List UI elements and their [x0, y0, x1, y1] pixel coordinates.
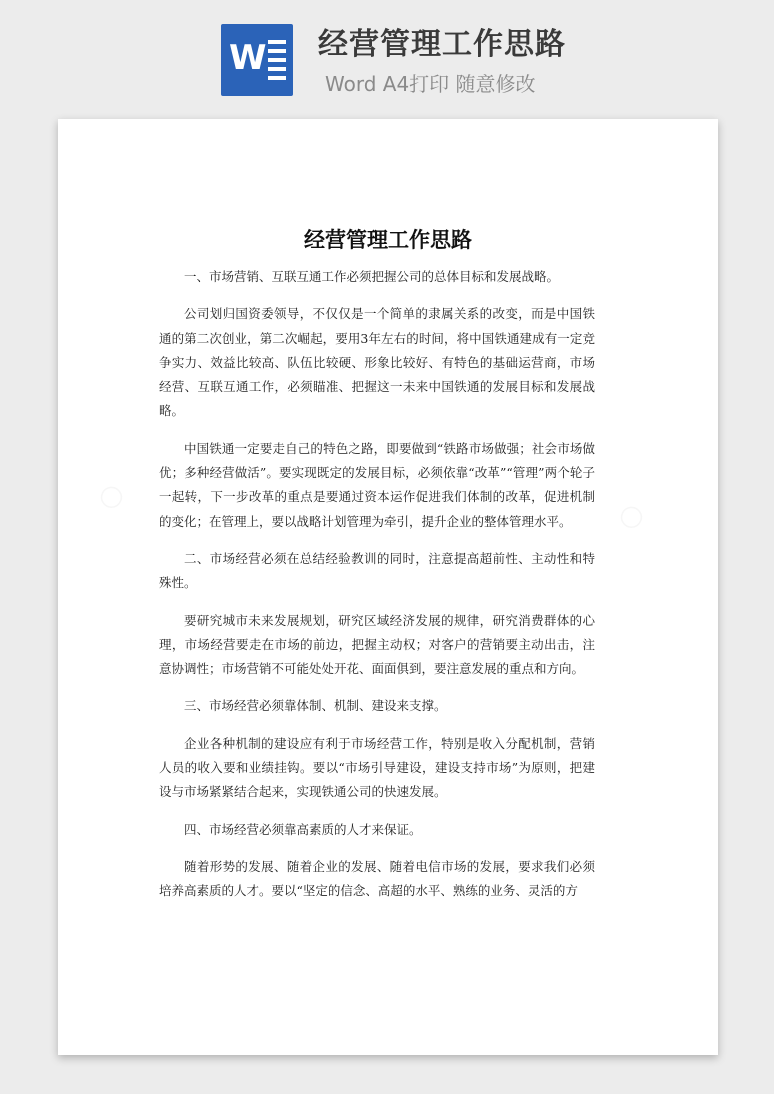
- paragraph: 要研究城市未来发展规划，研究区域经济发展的规律，研究消费群体的心理，市场经营要走在市场的前边，把握主动权；对客户的营销要主动出击，注意协调性；市场营销不可能处处开花、面面俱到，要注意发展的重点和方向。: [159, 612, 595, 677]
- paragraph: 一、市场营销、互联互通工作必须把握公司的总体目标和发展战略。: [184, 269, 560, 284]
- paragraph: 随着形势的发展、随着企业的发展、随着电信市场的发展，要求我们必须培养高素质的人才。要以“坚定的信念、高超的水平、熟练的业务、灵活的方: [159, 858, 595, 899]
- watermark: [611, 495, 650, 536]
- word-icon: [221, 24, 293, 96]
- word-logo-letter: W: [229, 38, 267, 78]
- watermark: [91, 475, 130, 516]
- document-page: [58, 119, 718, 1055]
- paragraph: 中国铁通一定要走自己的特色之路，即要做到“铁路市场做强；社会市场做优；多种经营做活”。要实现既定的发展目标，必须依靠“改革”“管理”两个轮子一起转，下一步改革的重点是要通过资本运作促进我们体制的改革，促进机制的变化；在管理上，要以战略计划管理为牵引，提升企业的整体管理水平。: [159, 440, 595, 529]
- document-body: [159, 265, 595, 917]
- banner-title: 经营管理工作思路: [318, 27, 566, 62]
- header-banner: [0, 0, 774, 118]
- paragraph: 企业各种机制的建设应有利于市场经营工作，特别是收入分配机制，营销人员的收入要和业绩挂钩。要以“市场引导建设，建设支持市场”为原则，把建设与市场紧紧结合起来，实现铁通公司的快速发展。: [159, 735, 595, 800]
- banner-subtitle: Word A4打印 随意修改: [325, 72, 536, 96]
- paragraph: 公司划归国资委领导，不仅仅是一个简单的隶属关系的改变，而是中国铁通的第二次创业，第二次崛起，要用3年左右的时间，将中国铁通建成有一定竞争实力、效益比较高、队伍比较硬、形象比较好、有特色的基础运营商，市场经营、互联互通工作，必须瞄准、把握这一未来中国铁通的发展目标和发展战略。: [159, 306, 595, 419]
- paragraph: 二、市场经营必须在总结经验教训的同时，注意提高超前性、主动性和特殊性。: [159, 550, 595, 591]
- paragraph: 三、市场经营必须靠体制、机制、建设来支撑。: [184, 698, 447, 714]
- word-logo-lines: [268, 40, 286, 85]
- document-title: 经营管理工作思路: [304, 227, 472, 252]
- paragraph: 四、市场经营必须靠高素质的人才来保证。: [184, 821, 422, 837]
